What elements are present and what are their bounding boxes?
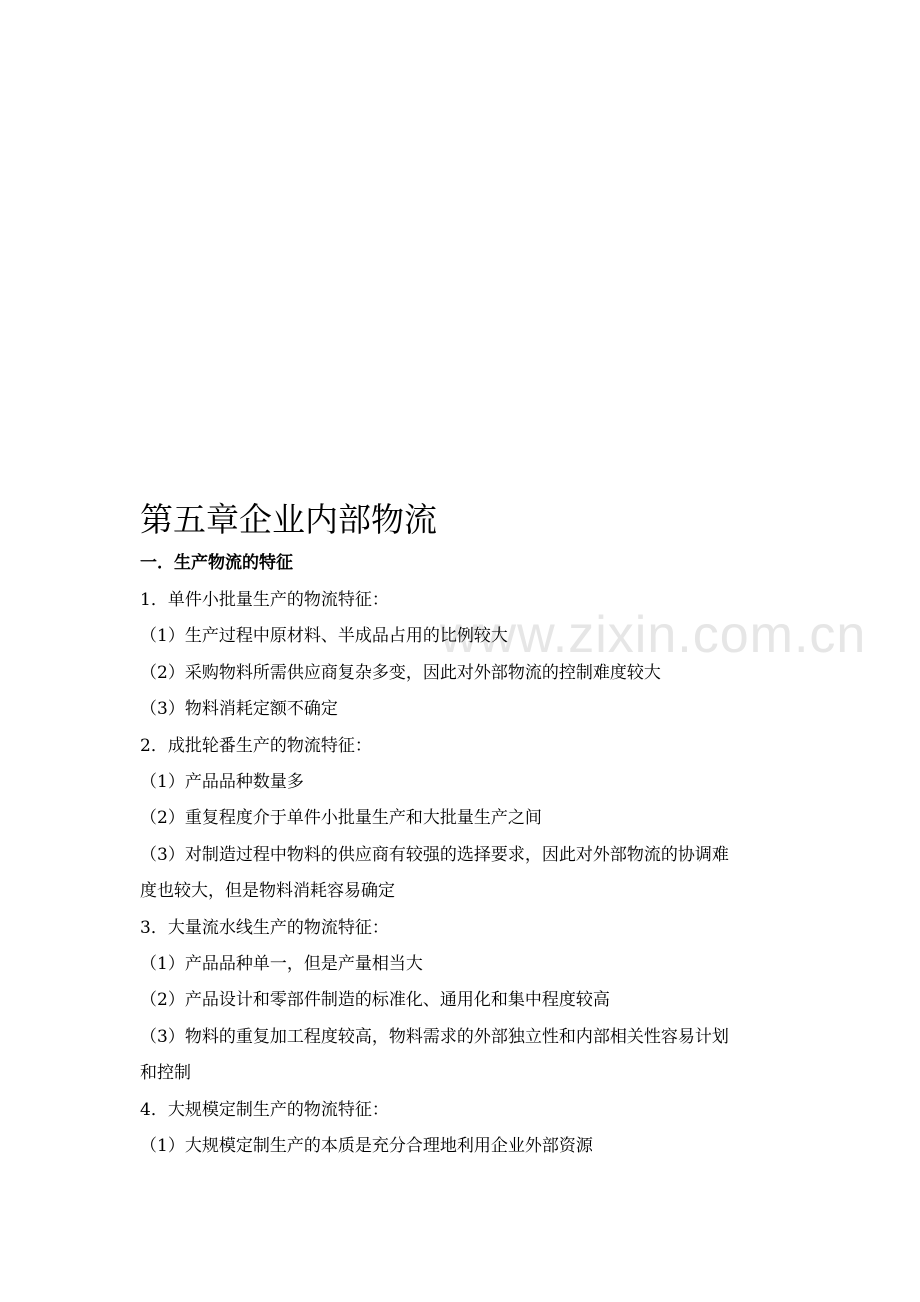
paragraph-line: 2．成批轮番生产的物流特征： xyxy=(140,735,372,756)
paragraph-line: （2）产品设计和零部件制造的标准化、通用化和集中程度较高 xyxy=(140,990,610,1011)
paragraph-line: （2）采购物料所需供应商复杂多变，因此对外部物流的控制难度较大 xyxy=(140,662,661,683)
section-heading: 一．生产物流的特征 xyxy=(140,553,293,573)
paragraph-line: 度也较大，但是物料消耗容易确定 xyxy=(140,881,395,902)
paragraph-line: 和控制 xyxy=(140,1063,191,1084)
paragraph-line: 3．大量流水线生产的物流特征： xyxy=(140,917,389,938)
paragraph-line: （3）对制造过程中物料的供应商有较强的选择要求，因此对外部物流的协调难 xyxy=(140,844,729,865)
paragraph-line: （3）物料消耗定额不确定 xyxy=(140,699,338,720)
paragraph-line: （3）物料的重复加工程度较高，物料需求的外部独立性和内部相关性容易计划 xyxy=(140,1026,729,1047)
chapter-title: 第五章企业内部物流 xyxy=(140,500,437,539)
paragraph-line: （1）生产过程中原材料、半成品占用的比例较大 xyxy=(140,626,508,647)
document-body xyxy=(140,496,790,1165)
paragraph-line: 4．大规模定制生产的物流特征： xyxy=(140,1099,389,1120)
paragraph-line: （2）重复程度介于单件小批量生产和大批量生产之间 xyxy=(140,808,542,829)
paragraph-line: （1）大规模定制生产的本质是充分合理地利用企业外部资源 xyxy=(140,1136,593,1157)
watermark: www.zixin.com.cn xyxy=(440,606,867,664)
paragraph-line: （1）产品品种数量多 xyxy=(140,772,304,793)
paragraph-line: （1）产品品种单一，但是产量相当大 xyxy=(140,954,423,975)
paragraph-line: 1．单件小批量生产的物流特征： xyxy=(140,590,389,610)
